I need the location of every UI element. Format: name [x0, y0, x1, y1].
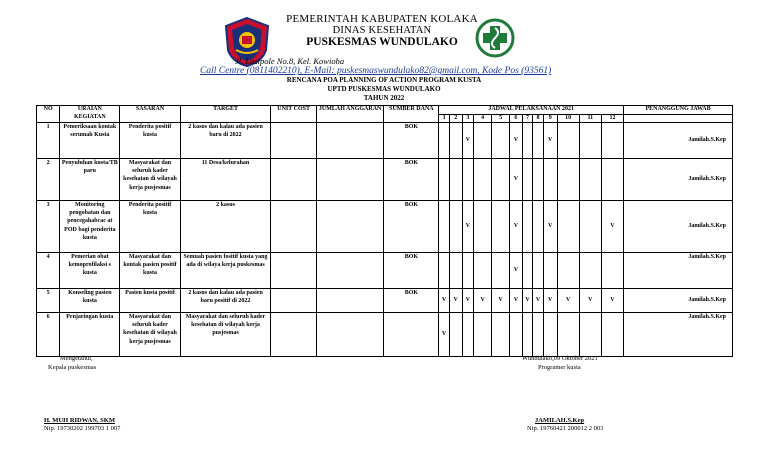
schedule-cell — [439, 123, 450, 159]
header-sasaran: SASARAN — [120, 106, 180, 123]
cell-unit-cost — [271, 123, 316, 159]
schedule-cell — [449, 159, 462, 201]
schedule-cell: V — [510, 159, 523, 201]
sign-left-role: Kepala puskesmas — [48, 364, 97, 371]
schedule-cell — [449, 123, 462, 159]
cell-no: 1 — [37, 123, 60, 159]
cell-jumlah — [316, 289, 384, 313]
cell-unit-cost — [271, 313, 316, 357]
cell-unit-cost — [271, 201, 316, 253]
letterhead-text — [282, 13, 482, 48]
schedule-cell — [533, 313, 544, 357]
month-header: 3 — [462, 114, 474, 123]
cell-uraian: Pemerian obat kemoprofilaksi s kusta — [60, 253, 120, 289]
schedule-cell: V — [579, 289, 601, 313]
header-jadwal: JADWAL PELAKSANAAN 2021 — [439, 106, 624, 115]
cell-no: 6 — [37, 313, 60, 357]
cell-sasaran: Penderita positif kusta — [120, 201, 180, 253]
cell-uraian: Penjaringan kusta — [60, 313, 120, 357]
cell-sumber: BOK — [384, 289, 439, 313]
table-row — [37, 289, 733, 313]
schedule-cell — [522, 201, 533, 253]
document-title — [0, 76, 768, 104]
cell-penanggung-jawab: Jamilah.S.Kep — [624, 201, 733, 253]
table-row — [37, 253, 733, 289]
cell-jumlah — [316, 123, 384, 159]
cell-sumber: BOK — [384, 123, 439, 159]
cell-penanggung-jawab: Jamilah.S.Kep — [624, 159, 733, 201]
table-row — [37, 159, 733, 201]
cell-target: 2 kasus dan kalau ada pasien baru positif di 2022 — [180, 289, 271, 313]
month-header: 4 — [474, 114, 492, 123]
schedule-cell — [462, 159, 474, 201]
cell-no: 4 — [37, 253, 60, 289]
cell-no: 2 — [37, 159, 60, 201]
schedule-cell: V — [462, 201, 474, 253]
schedule-cell — [533, 201, 544, 253]
month-header: 2 — [449, 114, 462, 123]
schedule-cell: V — [543, 123, 557, 159]
header-jumlah: JUMLAH ANGGARAN — [316, 106, 384, 123]
header-target: TARGET — [180, 106, 271, 123]
address: Jl. Lasipole No.8, Kel. Kowioha — [235, 56, 345, 66]
schedule-cell — [579, 313, 601, 357]
cell-penanggung-jawab: Jamilah.S.Kep — [624, 253, 733, 289]
schedule-cell — [601, 159, 623, 201]
schedule-cell — [522, 313, 533, 357]
cell-unit-cost — [271, 289, 316, 313]
schedule-cell — [462, 253, 474, 289]
sign-right-role: Programer kusta — [538, 364, 581, 371]
cell-no: 5 — [37, 289, 60, 313]
cell-uraian: Monitoring pengobatan dan pencegahabcac at POD bagi penderita kusta — [60, 201, 120, 253]
cell-jumlah — [316, 253, 384, 289]
sign-right-nip: Nip. 19760421 200012 2 003 — [527, 425, 604, 432]
month-header: 1 — [439, 114, 450, 123]
schedule-cell: V — [543, 289, 557, 313]
table-row — [37, 201, 733, 253]
schedule-cell — [533, 159, 544, 201]
cell-target: Masyarakat dan seluruh kader kesehatan di wilayah kerja pusjesmas — [180, 313, 271, 357]
header-uraian: URAIAN KEGIATAN — [60, 106, 120, 123]
cell-sumber: BOK — [384, 201, 439, 253]
cell-penanggung-jawab: Jamilah.S.Kep — [624, 289, 733, 313]
month-header: 7 — [522, 114, 533, 123]
schedule-cell — [492, 253, 510, 289]
schedule-cell — [533, 123, 544, 159]
header-pj: PENANGGUNG JAWAB — [624, 106, 733, 115]
sign-right-date: Wundulako,09 Oktober 2021 — [522, 355, 598, 362]
schedule-cell — [449, 313, 462, 357]
schedule-cell — [533, 253, 544, 289]
cell-no: 3 — [37, 201, 60, 253]
schedule-cell — [492, 201, 510, 253]
schedule-cell — [579, 201, 601, 253]
schedule-cell: V — [522, 289, 533, 313]
department-name: DINAS KESEHATAN — [332, 25, 432, 36]
schedule-cell — [522, 123, 533, 159]
cell-unit-cost — [271, 253, 316, 289]
cell-uraian: Konseling pasien kusta — [60, 289, 120, 313]
schedule-cell: V — [601, 289, 623, 313]
schedule-cell — [543, 313, 557, 357]
cell-sumber: BOK — [384, 253, 439, 289]
month-header: 8 — [533, 114, 544, 123]
schedule-cell — [510, 313, 523, 357]
schedule-cell: V — [510, 201, 523, 253]
table-row — [37, 123, 733, 159]
month-header: 6 — [510, 114, 523, 123]
schedule-cell: V — [543, 201, 557, 253]
poa-table — [36, 105, 733, 357]
schedule-cell — [474, 159, 492, 201]
schedule-cell: V — [462, 289, 474, 313]
schedule-cell — [579, 159, 601, 201]
schedule-cell — [522, 253, 533, 289]
schedule-cell — [543, 159, 557, 201]
schedule-cell: V — [510, 253, 523, 289]
schedule-cell — [449, 201, 462, 253]
title-line-2: UPTD PUSKESMAS WUNDULAKO — [327, 85, 441, 94]
schedule-cell: V — [533, 289, 544, 313]
cell-sasaran: Masyarakat dan seluruh kader kesehatan di wilayah kerja pusjesmas — [120, 313, 180, 357]
letterhead — [0, 10, 768, 76]
table-row — [37, 313, 733, 357]
header-unit-cost: UNIT COST — [271, 106, 316, 123]
sign-left-name: H. MUH RIDWAN, SKM — [44, 417, 115, 424]
cell-sumber: BOK — [384, 159, 439, 201]
schedule-cell — [579, 253, 601, 289]
schedule-cell — [439, 201, 450, 253]
cell-sasaran: Pasien kusta positif — [120, 289, 180, 313]
schedule-cell — [439, 159, 450, 201]
schedule-cell — [557, 159, 579, 201]
schedule-cell — [522, 159, 533, 201]
schedule-cell — [601, 123, 623, 159]
schedule-cell: V — [601, 201, 623, 253]
title-line-1: RENCANA POA PLANNING OF ACTION PROGRAM KUSTA — [286, 76, 482, 84]
cell-sasaran: Penderita positif kusta — [120, 123, 180, 159]
schedule-cell — [474, 201, 492, 253]
schedule-cell — [492, 159, 510, 201]
schedule-cell — [601, 313, 623, 357]
month-header: 5 — [492, 114, 510, 123]
title-line-3: TAHUN 2022 — [363, 94, 405, 103]
schedule-cell — [449, 253, 462, 289]
schedule-cell — [462, 313, 474, 357]
cell-unit-cost — [271, 159, 316, 201]
schedule-cell — [601, 253, 623, 289]
cell-penanggung-jawab: Jamilah.S.Kep — [624, 123, 733, 159]
schedule-cell — [557, 253, 579, 289]
cell-uraian: Penyuluhan kusta/TB paru — [60, 159, 120, 201]
sign-left-nip: Nip. 19730202 199703 1 007 — [44, 425, 121, 432]
schedule-cell — [439, 253, 450, 289]
header-pj-spacer — [624, 114, 733, 123]
schedule-cell — [543, 253, 557, 289]
schedule-cell: V — [492, 289, 510, 313]
puskesmas-name: PUSKESMAS WUNDULAKO — [306, 36, 458, 48]
schedule-cell — [557, 313, 579, 357]
cell-sumber — [384, 313, 439, 357]
month-header: 9 — [543, 114, 557, 123]
schedule-cell — [579, 123, 601, 159]
health-cross-emblem-icon — [475, 18, 515, 58]
schedule-cell — [474, 313, 492, 357]
cell-target: 11 Desa/kelurahan — [180, 159, 271, 201]
schedule-cell: V — [510, 123, 523, 159]
cell-target: 2 kasus — [180, 201, 271, 253]
gov-name: PEMERINTAH KABUPATEN KOLAKA — [286, 13, 478, 25]
month-header: 10 — [557, 114, 579, 123]
schedule-cell: V — [439, 313, 450, 357]
cell-penanggung-jawab: Jamilah.S.Kep — [624, 313, 733, 357]
schedule-cell: V — [449, 289, 462, 313]
schedule-cell: V — [510, 289, 523, 313]
cell-sasaran: Masyarakat dan kontak pasien positif kusta — [120, 253, 180, 289]
sign-left-greeting: Mengetahui, — [60, 355, 93, 362]
cell-sasaran: Masyarakat dan seluruh kader kesehatan di wilayah kerja pusjesmas — [120, 159, 180, 201]
cell-jumlah — [316, 313, 384, 357]
cell-jumlah — [316, 159, 384, 201]
schedule-cell: V — [557, 289, 579, 313]
schedule-cell: V — [462, 123, 474, 159]
month-header: 12 — [601, 114, 623, 123]
poa-body — [37, 123, 733, 357]
header-sumber: SUMBER DANA — [384, 106, 439, 123]
cell-target: Semuah pasien fositif kusta yang ada di wilaya kerja puskesmas — [180, 253, 271, 289]
schedule-cell — [474, 253, 492, 289]
schedule-cell — [492, 313, 510, 357]
schedule-cell — [474, 123, 492, 159]
sign-right-name: JAMILAH.S.Kep — [535, 417, 585, 424]
schedule-cell — [557, 123, 579, 159]
schedule-cell: V — [439, 289, 450, 313]
month-header: 11 — [579, 114, 601, 123]
schedule-cell — [492, 123, 510, 159]
contact-line[interactable]: Call Centre (0811402210), E-Mail: puskesmaswundulako82@gmail.com, Kode Pos (93561) — [200, 66, 552, 76]
cell-uraian: Pemeriksaan kontak serumah Kusta — [60, 123, 120, 159]
schedule-cell: V — [474, 289, 492, 313]
header-no: NO — [37, 106, 60, 123]
cell-jumlah — [316, 201, 384, 253]
cell-target: 2 kasus dan kalau ada pasien baru di 2022 — [180, 123, 271, 159]
schedule-cell — [557, 201, 579, 253]
